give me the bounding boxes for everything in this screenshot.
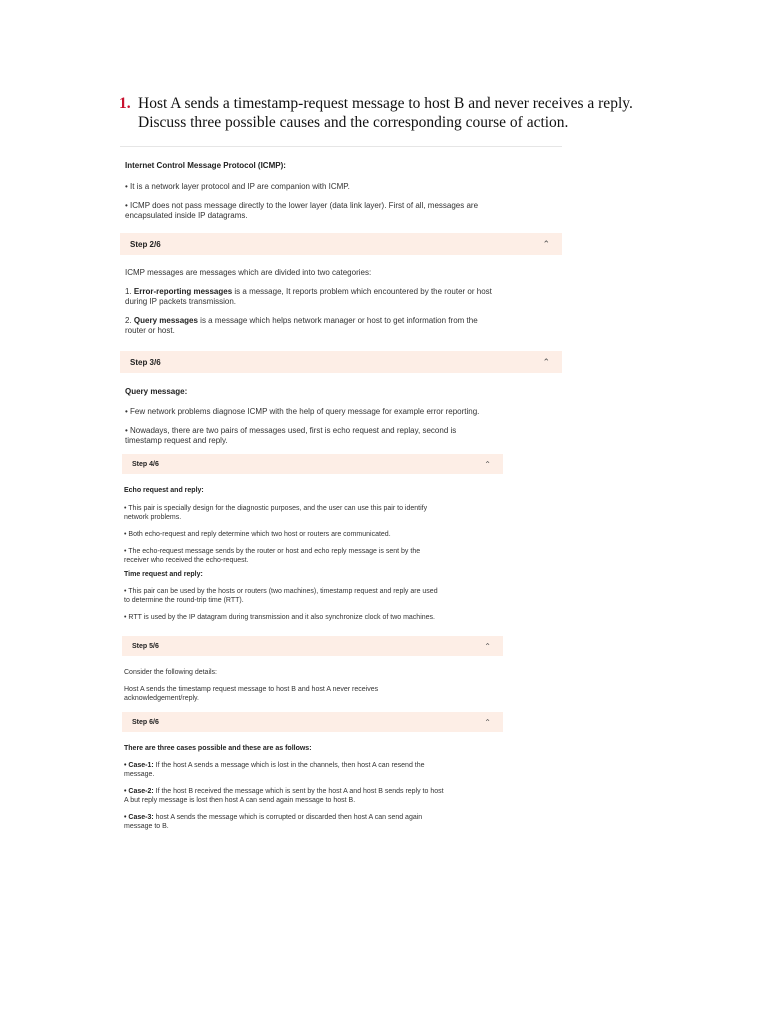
question	[119, 94, 659, 132]
step-5-header[interactable]	[122, 636, 503, 656]
query-messages-item-cont: router or host.	[125, 326, 175, 335]
step-6-header[interactable]	[122, 712, 503, 732]
echo-bullet-1b: network problems.	[124, 514, 182, 521]
step-5-label: Step 5/6	[132, 642, 159, 650]
echo-heading: Echo request and reply:	[124, 487, 204, 494]
question-line-2: Discuss three possible causes and the corresponding course of action.	[138, 114, 569, 131]
step-2-header[interactable]	[120, 233, 562, 255]
consider-details: Consider the following details:	[124, 669, 217, 676]
chevron-up-icon[interactable]: ⌃	[484, 459, 491, 469]
step-3-header[interactable]	[120, 351, 562, 373]
case-1: • Case-1: If the host A sends a message which is lost in the channels, then host A can resend the	[124, 762, 425, 769]
query-message-heading: Query message:	[125, 387, 188, 396]
case-3: • Case-3: host A sends the message which is corrupted or discarded then host A can send again	[124, 814, 423, 821]
step-2-label: Step 2/6	[130, 239, 161, 249]
query-bullet-2a: • Nowadays, there are two pairs of messages used, first is echo request and replay, second is	[125, 426, 457, 435]
step-3-content	[125, 387, 575, 446]
case-2-cont: A but reply message is lost then host A can send again message to host B.	[124, 797, 356, 804]
query-bullet-1: • Few network problems diagnose ICMP with the help of query message for example error reporting.	[125, 407, 480, 416]
query-messages-item: 2. Query messages is a message which helps network manager or host to get information from the	[125, 316, 478, 325]
chevron-up-icon[interactable]: ⌃	[484, 717, 491, 727]
icmp-bullet-1: • It is a network layer protocol and IP are companion with ICMP.	[125, 182, 350, 191]
step-6-content	[124, 744, 514, 831]
echo-bullet-3a: • The echo-request message sends by the router or host and echo reply message is sent by the	[124, 548, 421, 555]
time-heading: Time request and reply:	[124, 571, 203, 578]
step-2-content	[125, 268, 575, 336]
time-bullet-1a: • This pair can be used by the hosts or routers (two machines), timestamp request and reply are used	[124, 588, 438, 595]
step-4-label: Step 4/6	[132, 460, 159, 468]
icmp-bullet-2a: • ICMP does not pass message directly to the lower layer (data link layer). First of all, messages are	[125, 201, 479, 210]
scenario-line-b: acknowledgement/reply.	[124, 695, 199, 702]
scenario-line-a: Host A sends the timestamp request message to host B and host A never receives	[124, 686, 379, 693]
echo-bullet-1a: • This pair is specially design for the diagnostic purposes, and the user can use this pair to identify	[124, 505, 428, 512]
chevron-up-icon[interactable]: ⌃	[484, 641, 491, 651]
icmp-categories-intro: ICMP messages are messages which are divided into two categories:	[125, 268, 372, 277]
step-1-content	[125, 161, 575, 221]
time-bullet-1b: to determine the round-trip time (RTT).	[124, 597, 244, 604]
divider	[120, 146, 562, 147]
query-bullet-2b: timestamp request and reply.	[125, 436, 228, 445]
step-5-content	[124, 668, 514, 703]
cases-heading: There are three cases possible and these are as follows:	[124, 745, 312, 752]
step-6-label: Step 6/6	[132, 718, 159, 726]
echo-bullet-2: • Both echo-request and reply determine which two host or routers are communicated.	[124, 531, 391, 538]
chevron-up-icon[interactable]: ⌃	[542, 238, 550, 249]
echo-bullet-3b: receiver who received the echo-request.	[124, 557, 249, 564]
question-line-1: Host A sends a timestamp-request message to host B and never receives a reply.	[138, 95, 633, 112]
case-2: • Case-2: If the host B received the message which is sent by the host A and host B sends reply to host	[124, 788, 444, 795]
question-number: 1.	[119, 95, 131, 112]
step-4-content	[124, 486, 514, 622]
case-3-cont: message to B.	[124, 823, 169, 830]
error-reporting-item-cont: during IP packets transmission.	[125, 297, 237, 306]
icmp-heading: Internet Control Message Protocol (ICMP):	[125, 161, 286, 170]
error-reporting-item: 1. Error-reporting messages is a message, It reports problem which encountered by the router or host	[125, 287, 492, 296]
case-1-cont: message.	[124, 771, 155, 778]
step-4-header[interactable]	[122, 454, 503, 474]
icmp-bullet-2b: encapsulated inside IP datagrams.	[125, 211, 248, 220]
time-bullet-2: • RTT is used by the IP datagram during transmission and it also synchronize clock of two machines.	[124, 614, 435, 621]
step-3-label: Step 3/6	[130, 357, 161, 367]
chevron-up-icon[interactable]: ⌃	[542, 356, 550, 367]
